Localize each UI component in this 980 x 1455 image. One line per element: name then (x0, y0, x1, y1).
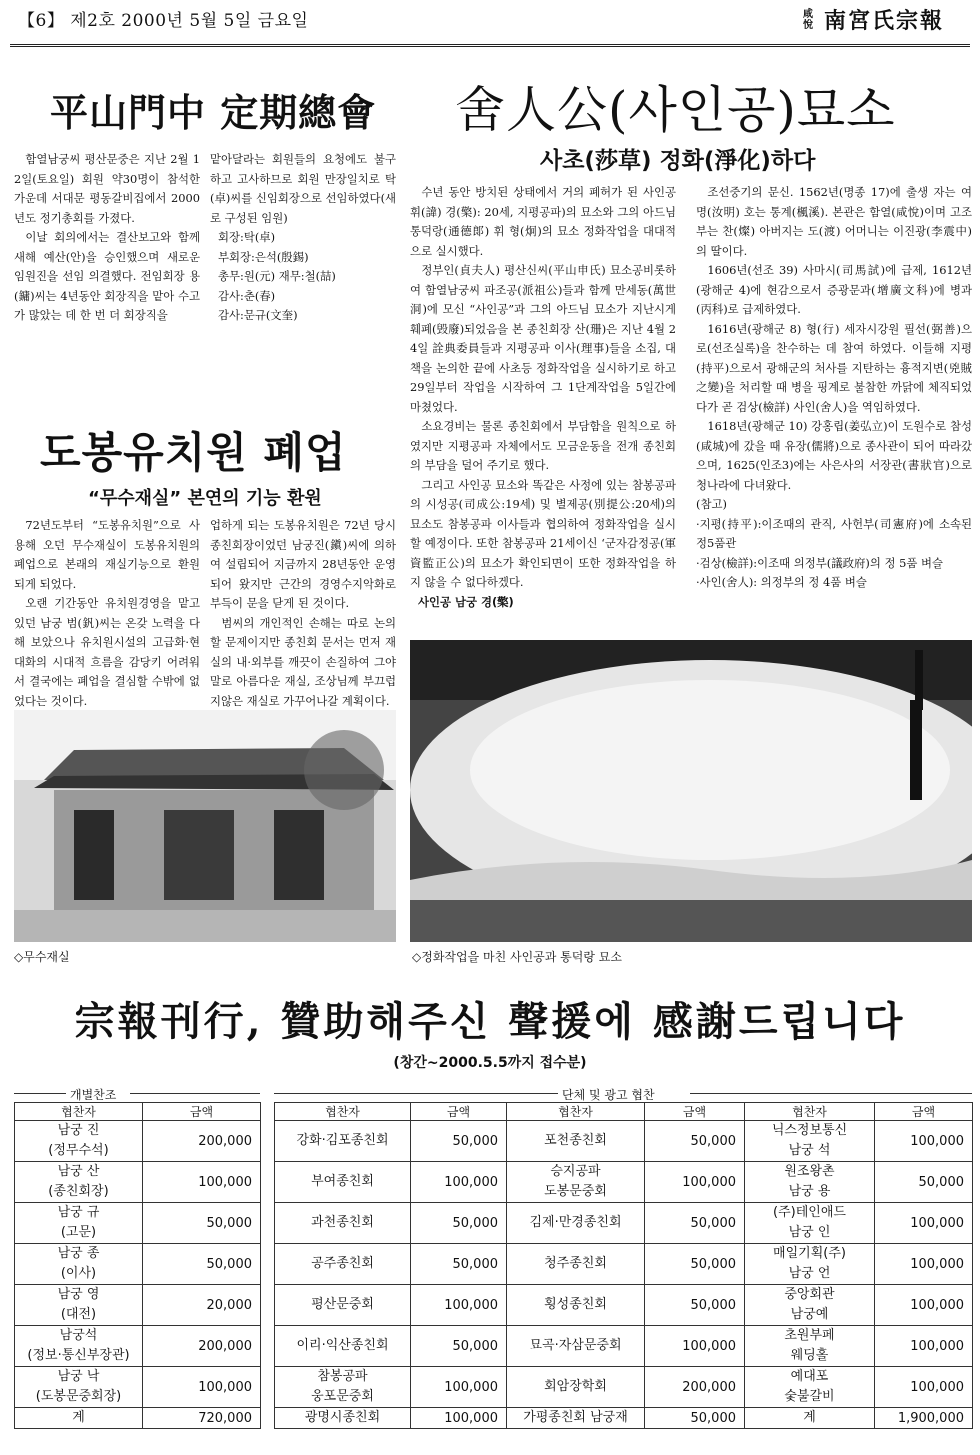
table-row (275, 1162, 973, 1203)
donor-name: 남궁 종 (57, 1246, 100, 1261)
donation-amount: 50,000 (645, 1408, 745, 1429)
col-header-amount: 금액 (411, 1103, 507, 1121)
donor-name-cell (507, 1244, 645, 1285)
donor-name-cell (507, 1162, 645, 1203)
meeting-col1 (14, 150, 200, 326)
donation-banner: 宗報刊行, 贊助해주신 聲援에 感謝드립니다 (74, 998, 906, 1045)
donation-amount: 100,000 (645, 1326, 745, 1367)
donor-name-cell (275, 1408, 411, 1429)
donation-amount: 50,000 (875, 1162, 973, 1203)
donation-amount: 200,000 (143, 1121, 261, 1162)
group-donation-table (274, 1102, 973, 1429)
donor-name: 참봉공파 (317, 1369, 368, 1384)
donor-name-cell (745, 1203, 875, 1244)
donor-name-cell (745, 1121, 875, 1162)
donor-name: 남궁 영 (57, 1287, 100, 1302)
donor-name: 예대포 (790, 1369, 829, 1384)
table-row (275, 1367, 973, 1408)
donation-amount: 100,000 (875, 1121, 973, 1162)
table-row (15, 1121, 261, 1162)
grave-photo-art (410, 640, 972, 942)
kindergarten-paragraph: 범씨의 개인적인 손해는 따로 논의할 문제이지만 종친회 문서는 먼저 재실의 내·외부를 깨끗이 손질하여 그야말로 아름다운 재실, 조상님께 부끄럽지않은 재실로 가꾸어나갈 계획이다. (210, 615, 396, 708)
donation-amount: 50,000 (411, 1326, 507, 1367)
donor-name-cell (275, 1367, 411, 1408)
donor-name: 묘곡·자삼문중회 (529, 1338, 622, 1353)
donor-name-cell (15, 1326, 143, 1367)
officer-line: 감사:춘(春) (218, 288, 276, 303)
donation-period: (창간~2000.5.5까지 접수분) (393, 1055, 587, 1071)
group-label: 단체 및 광고 협찬 (562, 1088, 655, 1102)
donor-name-cell (15, 1162, 143, 1203)
group-rows (275, 1121, 973, 1429)
donor-name: 횡성종친회 (544, 1297, 607, 1312)
note-line: ·지평(持平):이조때의 관직, 사헌부(司憲府)에 소속된 정5품관 (696, 516, 972, 550)
donor-name-cell (745, 1367, 875, 1408)
meeting-title: 平山門中 定期總會 (50, 91, 377, 135)
group-total-amount: 1,900,000 (875, 1408, 973, 1429)
donor-name: 평산문중회 (311, 1297, 374, 1312)
meeting-col2 (210, 150, 396, 326)
individual-label: 개별찬조 (70, 1088, 117, 1102)
header-rule (10, 44, 970, 47)
donor-name: 남궁석 (59, 1328, 98, 1343)
col-header-amount: 금액 (143, 1103, 261, 1121)
grave-paragraph: 그리고 사인공 묘소와 똑같은 사정에 있는 참봉공파의 시성공(司成公:19세) 및 별제공(別提公:20세)의 묘소도 참봉공파 이사들과 협의하여 정화작업을 실시할 예정이다. 또한 참봉공파 21세이신 ‘군자감정공(軍資監正公)의 묘소가 확인되면이 또한 정화작업을 하지 않을 수 없다하겠다. (410, 477, 676, 589)
individual-rows (15, 1121, 261, 1408)
donor-note: 남궁 용 (788, 1184, 831, 1199)
donor-note: 남궁예 (790, 1307, 829, 1322)
donor-name-cell (275, 1203, 411, 1244)
donation-amount: 50,000 (411, 1244, 507, 1285)
col-header-name: 협찬자 (507, 1103, 645, 1121)
donor-note: (종친회장) (48, 1184, 109, 1199)
officer-line: 총무:원(元) 재무:철(喆) (218, 269, 336, 283)
individual-donation-table (14, 1102, 261, 1429)
paper-masthead (802, 4, 944, 35)
group-total-label (745, 1408, 875, 1429)
donation-amount: 100,000 (875, 1203, 973, 1244)
mususaesil-photo-art (14, 710, 396, 942)
donor-name: 남궁 산 (57, 1164, 100, 1179)
donation-amount: 200,000 (645, 1367, 745, 1408)
donation-amount: 100,000 (143, 1367, 261, 1408)
donation-amount: 100,000 (411, 1162, 507, 1203)
table-row (15, 1162, 261, 1203)
donor-name: 원조왕촌 (784, 1164, 835, 1179)
kindergarten-paragraph: 72년도부터 “도봉유치원”으로 사용해 오던 무수재실이 도봉유치원의 폐업으로 본래의 재실기능으로 환원되게 되었다. (14, 518, 200, 591)
donor-name: 강화·김포종친회 (296, 1133, 389, 1148)
total-amount: 720,000 (143, 1408, 261, 1429)
donor-name: 남궁 규 (57, 1205, 100, 1220)
donation-amount: 100,000 (875, 1285, 973, 1326)
paper-name: 南宮氏宗報 (824, 8, 945, 34)
donor-name-cell (275, 1162, 411, 1203)
donation-amount: 100,000 (875, 1244, 973, 1285)
donor-name: 회암장학회 (544, 1379, 607, 1394)
donor-name: 남궁 낙 (57, 1369, 100, 1384)
officer-line: 부회장:은석(殷錫) (218, 249, 309, 264)
donor-name: 매일기획(주) (773, 1246, 846, 1261)
grave-paragraph: 1616년(광해군 8) 형(行) 세자시강원 필선(弼善)으로(선조실록)을 찬수하는 데 참여 하였다. 이들해 지평(持平)으로서 광해군의 처사를 지탄하는 흉적지변(兇賊之變)을 처리할 때 병을 핑계로 불참한 까닭에 체직되었다가 곧 검상(檢詳) 사인(舍人)을 역임하였다. (696, 321, 972, 414)
grave-subtitle: 사초(莎草) 정화(淨化)하다 (540, 148, 816, 174)
donation-amount: 100,000 (411, 1367, 507, 1408)
donor-note: 도봉문중회 (544, 1184, 607, 1199)
kindergarten-subtitle: “무수재실” 본연의 기능 환원 (88, 488, 322, 509)
donation-amount: 100,000 (645, 1162, 745, 1203)
col-header-amount: 금액 (645, 1103, 745, 1121)
donation-amount: 50,000 (645, 1121, 745, 1162)
donor-name-cell (275, 1244, 411, 1285)
col-header-name: 협찬자 (275, 1103, 411, 1121)
table-row (15, 1244, 261, 1285)
donor-name: 초원부페 (784, 1328, 835, 1343)
donor-name: 중앙회관 (784, 1287, 835, 1302)
donor-note: (정무수석) (48, 1143, 109, 1158)
donor-name-cell (15, 1244, 143, 1285)
donation-amount: 50,000 (411, 1203, 507, 1244)
donor-note: 웅포문중회 (311, 1389, 374, 1404)
meeting-paragraph: 이날 회의에서는 결산보고와 함께 새해 예산(안)을 승인했으며 새로운 임원진을 선임 의결했다. 전임회장 용(鏞)씨는 4년동안 회장직을 맡아 수고가 많았는 데 한 번 더 회장직을 (14, 230, 200, 322)
grave-col2 (696, 183, 972, 593)
donation-amount: 50,000 (411, 1121, 507, 1162)
donor-name-cell (15, 1203, 143, 1244)
donor-name-cell (507, 1203, 645, 1244)
table-row (15, 1326, 261, 1367)
kindergarten-paragraph: 오랜 기간동안 유치원경영을 맡고있던 남궁 범(釩)씨는 온갖 노력을 다해 보았으나 유치원시설의 고급화·현대화의 시대적 흐름을 감당키 어려워서 결국에는 폐업을 결심할 수밖에 없었다는 것이다. (14, 596, 200, 708)
donor-name-cell (507, 1285, 645, 1326)
donor-name-cell (507, 1121, 645, 1162)
donor-name-cell (275, 1285, 411, 1326)
kindergarten-col1 (14, 516, 200, 731)
meeting-paragraph: 함열남궁씨 평산문중은 지난 2월 12일(토요일) 회원 약30명이 참석한 가운데 서대문 평동갈비집에서 2000년도 정기총회를 가졌다. (14, 152, 200, 225)
donor-name: 닉스정보통신 (771, 1123, 848, 1138)
donor-name: 과천종친회 (311, 1215, 374, 1230)
donation-amount: 50,000 (143, 1244, 261, 1285)
table-row (15, 1203, 261, 1244)
donor-name-cell (745, 1285, 875, 1326)
donor-note: (이사) (60, 1266, 97, 1281)
donor-name: 부여종친회 (311, 1174, 374, 1189)
total-label: 계 (15, 1408, 143, 1429)
table-row (15, 1367, 261, 1408)
donation-amount: 20,000 (143, 1285, 261, 1326)
donor-note: 남궁 언 (788, 1266, 831, 1281)
grave-paragraph: 정부인(貞夫人) 평산신씨(平山申氏) 묘소공비롯하여 함열남궁씨 파조공(派祖公)들과 함께 만세동(萬世洞)에 모신 “사인공”과 그의 아드님 묘소가 지난시게 훼폐(毁廢)되었음을 본 종친회장 산(珊)은 지난 4월 24일 詮典委員들과 지평공파 이사(理事)들을 소집, 대책을 논의한 끝에 사초등 정화작업을 실시하기로 하고 29일부터 작업을 시작하여 그 1단계작업을 5일간에 마쳤었다. (410, 263, 676, 414)
note-line: ·검상(檢詳):이조때 의정부(議政府)의 정 5품 벼슬 (696, 555, 943, 570)
donor-name-cell (15, 1285, 143, 1326)
donation-amount: 50,000 (645, 1285, 745, 1326)
table-row (275, 1408, 973, 1429)
table-row (275, 1121, 973, 1162)
donor-name: 가평종친회 남궁재 (523, 1410, 628, 1425)
donor-name: 광명시종친회 (304, 1410, 381, 1425)
donation-amount: 100,000 (875, 1326, 973, 1367)
grave-paragraph: 1606년(선조 39) 사마시(司馬試)에 급제, 1612년(광해군 4)에 현감으로서 증광문과(增廣文科)에 병과(丙科)로 급제하였다. (696, 263, 972, 316)
donor-name: 계 (803, 1410, 816, 1425)
donor-name-cell (745, 1162, 875, 1203)
kindergarten-col2 (210, 516, 396, 711)
kindergarten-paragraph: 업하게 되는 도봉유치원은 72년 당시 종친회장이었던 남궁진(鎭)씨에 의하여 설립되어 지금까지 28년동안 운영되어 왔지만 근간의 경영수지악화로 부득이 문을 닫게 된 것이다. (210, 518, 396, 610)
table-row (275, 1244, 973, 1285)
kindergarten-title: 도봉유치원 폐업 (40, 428, 347, 477)
grave-paragraph: 1618년(광해군 10) 강홍립(姜弘立)이 도원수로 참성(咸城)에 갔을 때 유장(儒將)으로 종사관이 되어 따라갔으며, 1625(인조3)에는 사은사의 서장관(書狀官)으로 청나라에 다녀왔다. (696, 419, 972, 492)
donation-amount: 50,000 (143, 1203, 261, 1244)
donor-name-cell (275, 1326, 411, 1367)
table-header-row (15, 1103, 261, 1121)
donor-name: 승지공파 (550, 1164, 601, 1179)
donor-name: 포천종친회 (544, 1133, 607, 1148)
officer-line: 감사:문규(文奎) (218, 308, 298, 322)
mususaesil-photo (14, 710, 396, 942)
donation-amount: 100,000 (411, 1408, 507, 1429)
donation-amount: 200,000 (143, 1326, 261, 1367)
page-issue-line: 【6】 제2호 2000년 5월 5일 금요일 (18, 11, 309, 31)
grave-paragraph: 조선중기의 문신. 1562년(명종 17)에 출생 자는 여명(汝明) 호는 통계(楓溪). 본관은 함열(咸悅)이며 고조부는 찬(燦) 아버지는 도(渡) 어머니는 이진광(李震中)의 딸이다. (696, 185, 972, 258)
donation-amount: 50,000 (645, 1203, 745, 1244)
donor-name: 김제·만경종친회 (529, 1215, 622, 1230)
col-header-name: 협찬자 (15, 1103, 143, 1121)
donation-amount: 100,000 (411, 1285, 507, 1326)
mususaesil-caption: ◇무수재실 (14, 950, 70, 964)
donor-note: (도봉문중회장) (35, 1389, 122, 1404)
donor-name-cell (275, 1121, 411, 1162)
donor-note: 남궁 인 (788, 1225, 831, 1240)
donor-name-cell (507, 1367, 645, 1408)
donor-name-cell (507, 1326, 645, 1367)
donor-note: (대전) (60, 1307, 97, 1322)
table-row (275, 1326, 973, 1367)
individual-bracket-left (14, 1093, 66, 1094)
donor-name-cell (15, 1367, 143, 1408)
donor-name: (주)테인애드 (773, 1205, 846, 1220)
grave-title: 舍人公(사인공)묘소 (455, 81, 896, 139)
donor-name-cell (15, 1121, 143, 1162)
table-row (15, 1285, 261, 1326)
col-header-name: 협찬자 (745, 1103, 875, 1121)
col-header-amount: 금액 (875, 1103, 973, 1121)
table-row (275, 1285, 973, 1326)
grave-paragraph: 수년 동안 방치된 상태에서 거의 폐허가 된 사인공 휘(諱) 경(檠): 20세, 지평공파)의 묘소와 그의 아드님 통덕랑(通德郞) 휘 형(炯)의 묘소 정화작업을 대대적으로 실시했다. (410, 185, 676, 258)
meeting-paragraph: 맡아달라는 회원들의 요청에도 불구하고 고사하므로 회원 만장일치로 탁(卓)씨를 신임회장으로 선임하였다(새로 구성된 임원) (210, 152, 397, 225)
donor-name: 공주종친회 (311, 1256, 374, 1271)
donor-note: 웨딩홀 (790, 1348, 829, 1363)
table-header-row (275, 1103, 973, 1121)
donor-note: 숯불갈비 (784, 1389, 835, 1404)
group-bracket-left (274, 1093, 558, 1094)
donor-name: 남궁 진 (57, 1123, 100, 1138)
table-total-row (15, 1408, 261, 1429)
donor-note: (정보·통신부장관) (27, 1348, 130, 1363)
masthead-seal: 咸悅 (803, 8, 815, 31)
donor-note: 남궁 석 (788, 1143, 831, 1158)
notes-title: (참고) (696, 497, 727, 511)
officer-line: 회장:탁(卓) (218, 230, 276, 244)
donor-name-cell (745, 1326, 875, 1367)
individual-bracket-right (130, 1093, 260, 1094)
grave-photo (410, 640, 972, 942)
note-line: ·사인(舍人): 의정부의 정 4품 벼슬 (696, 575, 867, 589)
grave-col1 (410, 183, 676, 612)
donation-amount: 100,000 (875, 1367, 973, 1408)
grave-photo-caption: ◇정화작업을 마친 사인공과 통덕랑 묘소 (412, 950, 622, 964)
table-row (275, 1203, 973, 1244)
donation-amount: 100,000 (143, 1162, 261, 1203)
group-bracket-right (690, 1093, 972, 1094)
grave-person-caption: 사인공 남궁 경(檠) (418, 594, 514, 609)
donation-amount: 50,000 (645, 1244, 745, 1285)
grave-paragraph: 소요경비는 물론 종친회에서 부담함을 원칙으로 하였지만 지평공파 자체에서도 모금운동을 전개 종친회의 부담을 덜어 주기로 했다. (410, 419, 676, 472)
donor-name-cell (507, 1408, 645, 1429)
donor-note: (고문) (60, 1225, 97, 1240)
donor-name-cell (745, 1244, 875, 1285)
donor-name: 청주종친회 (544, 1256, 607, 1271)
donor-name: 이리·익산종친회 (296, 1338, 389, 1353)
